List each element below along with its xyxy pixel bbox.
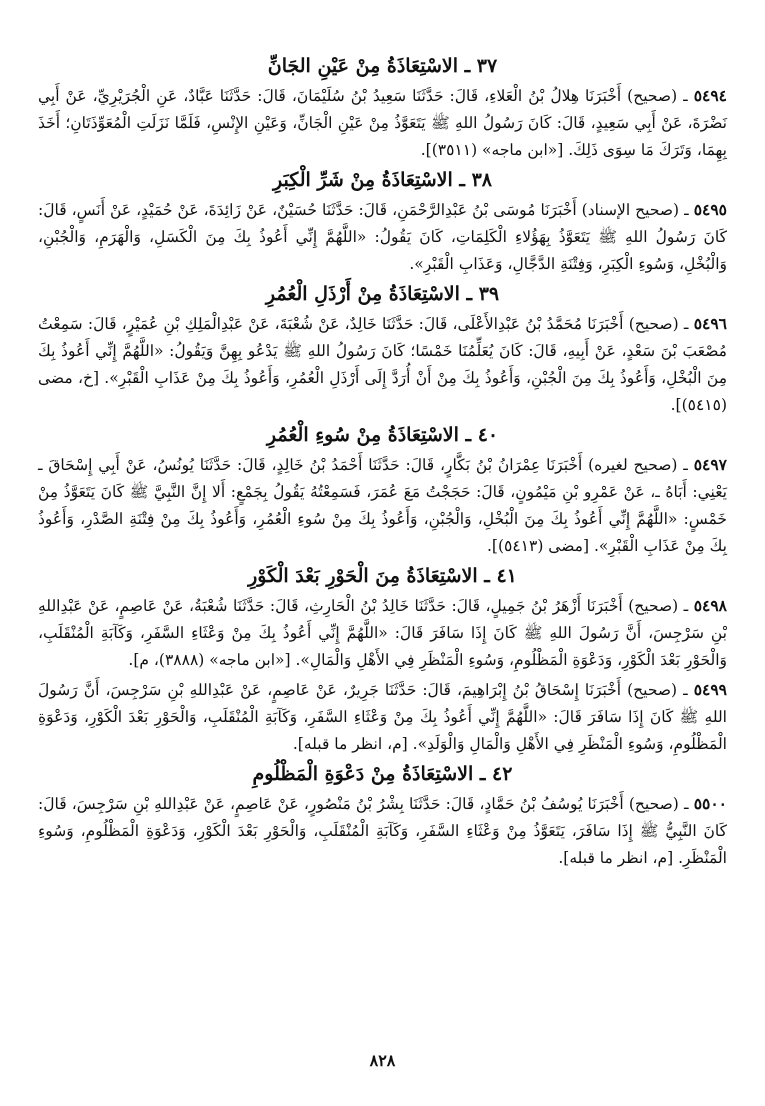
hadith-5495 [38, 196, 727, 278]
hadith-number: ٥٤٩٧ [693, 455, 727, 474]
hadith-text: ـ (صحيح) أَخْبَرَنَا هِلالُ بْنُ الْعَلاءِ، قَالَ: حَدَّثَنَا سَعِيدُ بْنُ سُلَيْمَانَ، قَالَ: حَدَّثَنَا عَبَّادٌ، عَنِ الْجُرَيْرِيِّ، عَنْ أَبِي نَضْرَةَ، عَنْ أَبِي سَعِيدٍ، قَالَ: كَانَ رَسُولُ اللهِ ﷺ يَتَعَوَّذُ مِنْ عَيْنِ الْجَانِّ، وَعَيْنِ الإِنْسِ، فَلَمَّا نَزَلَتِ الْمُعَوِّذَتَانِ؛ أَخَذَ بِهِمَا، وَتَرَكَ مَا سِوَى ذَلِكَ. [«ابن ماجه» (٣٥١١)]. [38, 87, 727, 159]
hadith-text: ـ (صحيح لغيره) أَخْبَرَنَا عِمْرَانُ بْنُ بَكَّارٍ، قَالَ: حَدَّثَنَا أَحْمَدُ بْنُ خَالِدٍ، قَالَ: حَدَّثَنَا يُونُسُ، عَنْ أَبِي إِسْحَاقَ ـ يَعْنِي: أَبَاهُ ـ، عَنْ عَمْرِو بْنِ مَيْمُونٍ، قَالَ: حَجَجْتُ مَعَ عُمَرَ، فَسَمِعْتُهُ يَقُولُ بِجَمْعٍ: أَلا إِنَّ النَّبِيَّ ﷺ كَانَ يَتَعَوَّذُ مِنْ خَمْسٍ: «اللَّهُمَّ إِنِّي أَعُوذُ بِكَ مِنَ الْبُخْلِ، وَالْجُبْنِ، وَأَعُوذُ بِكَ مِنْ سُوءِ الْعُمُرِ، وَأَعُوذُ بِكَ مِنْ فِتْنَةِ الصَّدْرِ، وَأَعُوذُ بِكَ مِنْ عَذَابِ الْقَبْرِ». [مضى (٥٤١٣)]. [38, 456, 727, 555]
hadith-number: ٥٤٩٦ [693, 314, 727, 333]
hadith-number: ٥٤٩٤ [693, 86, 727, 105]
section-heading-38: ٣٨ ـ الاسْتِعَاذَةُ مِنْ شَرِّ الْكِبَرِ [272, 169, 493, 191]
hadith-5499 [38, 676, 727, 758]
hadith-text: ـ (صحيح) أَخْبَرَنَا إِسْحَاقُ بْنُ إِبْرَاهِيمَ، قَالَ: حَدَّثَنَا جَرِيرٌ، عَنْ عَاصِمٍ، عَنْ عَبْدِاللهِ بْنِ سَرْجِسَ، أَنَّ رَسُولَ اللهِ ﷺ كَانَ إِذَا سَافَرَ قَالَ: «اللَّهُمَّ إِنِّي أَعُوذُ بِكَ مِنْ وَعْثَاءِ السَّفَرِ، وَكَآبَةِ الْمُنْقَلَبِ، وَالْحَوْرِ بَعْدَ الْكَوْرِ، وَدَعْوَةِ الْمَظْلُومِ، وَسُوءِ الْمَنْظَرِ فِي الأَهْلِ وَالْمَالِ وَالْوَلَدِ». [م، انظر ما قبله]. [38, 681, 727, 753]
hadith-5496 [38, 310, 727, 419]
hadith-text: ـ (صحيح) أَخْبَرَنَا مُحَمَّدُ بْنُ عَبْدِالأَعْلَى، قَالَ: حَدَّثَنَا خَالِدٌ، عَنْ شُعْبَةَ، عَنْ عَبْدِالْمَلِكِ بْنِ عُمَيْرٍ، قَالَ: سَمِعْتُ مُصْعَبَ بْنَ سَعْدٍ، عَنْ أَبِيهِ، قَالَ: كَانَ يُعَلِّمُنَا خَمْسًا؛ كَانَ رَسُولُ اللهِ ﷺ يَدْعُو بِهِنَّ وَيَقُولُ: «اللَّهُمَّ إِنِّي أَعُوذُ بِكَ مِنَ الْبُخْلِ، وَأَعُوذُ بِكَ مِنَ الْجُبْنِ، وَأَعُوذُ بِكَ مِنْ أَنْ أُرَدَّ إِلَى أَرْذَلِ الْعُمُرِ، وَأَعُوذُ بِكَ مِنْ عَذَابِ الْقَبْرِ». [خ، مضى (٥٤١٥)]. [38, 315, 727, 414]
hadith-5500 [38, 790, 727, 872]
book-page [38, 52, 727, 1066]
hadith-number: ٥٤٩٨ [693, 596, 727, 615]
hadith-number: ٥٤٩٩ [693, 680, 727, 699]
hadith-5498 [38, 592, 727, 674]
section-heading-40: ٤٠ ـ الاسْتِعَاذَةُ مِنْ سُوءِ الْعُمُرِ [266, 424, 499, 446]
section-heading-39: ٣٩ ـ الاسْتِعَاذَةُ مِنْ أَرْذَلِ الْعُمُرِ [265, 283, 500, 305]
hadith-5497 [38, 451, 727, 560]
hadith-text: ـ (صحيح) أَخْبَرَنَا أَزْهَرُ بْنُ جَمِيلٍ، قَالَ: حَدَّثَنَا خَالِدُ بْنُ الْحَارِثِ، قَالَ: حَدَّثَنَا شُعْبَةُ، عَنْ عَاصِمٍ، عَنْ عَبْدِاللهِ بْنِ سَرْجِسَ، أَنَّ رَسُولَ اللهِ ﷺ كَانَ إِذَا سَافَرَ قَالَ: «اللَّهُمَّ إِنِّي أَعُوذُ بِكَ مِنْ وَعْثَاءِ السَّفَرِ، وَكَآبَةِ الْمُنْقَلَبِ، وَالْحَوْرِ بَعْدَ الْكَوْرِ، وَدَعْوَةِ الْمَظْلُومِ، وَسُوءِ الْمَنْظَرِ فِي الأَهْلِ وَالْمَالِ». [«ابن ماجه» (٣٨٨٨)، م]. [38, 597, 727, 669]
hadith-text: ـ (صحيح) أَخْبَرَنَا يُوسُفُ بْنُ حَمَّادٍ، قَالَ: حَدَّثَنَا بِشْرُ بْنُ مَنْصُورٍ، عَنْ عَاصِمٍ، عَنْ عَبْدِاللهِ بْنِ سَرْجِسَ، قَالَ: كَانَ النَّبِيُّ ﷺ إِذَا سَافَرَ، يَتَعَوَّذُ مِنْ وَعْثَاءِ السَّفَرِ، وَكَآبَةِ الْمُنْقَلَبِ، وَالْحَوْرِ بَعْدَ الْكَوْرِ، وَدَعْوَةِ الْمَظْلُومِ، وَسُوءِ الْمَنْظَرِ. [م، انظر ما قبله]. [38, 795, 727, 867]
page-number: ٨٢٨ [369, 1051, 396, 1070]
section-heading-41: ٤١ ـ الاسْتِعَاذَةُ مِنَ الْحَوْرِ بَعْدَ الْكَوْرِ [248, 565, 517, 587]
section-heading-42: ٤٢ ـ الاسْتِعَاذَةُ مِنْ دَعْوَةِ الْمَظْلُومِ [252, 763, 513, 785]
hadith-text: ـ (صحيح الإسناد) أَخْبَرَنَا مُوسَى بْنُ عَبْدِالرَّحْمَنِ، قَالَ: حَدَّثَنَا حُسَيْنٌ، عَنْ زَائِدَةَ، عَنْ حُمَيْدٍ، عَنْ أَنَسٍ، قَالَ: كَانَ رَسُولُ اللهِ ﷺ يَتَعَوَّذُ بِهَؤُلاءِ الْكَلِمَاتِ، كَانَ يَقُولُ: «اللَّهُمَّ إِنِّي أَعُوذُ بِكَ مِنَ الْكَسَلِ، وَالْهَرَمِ، وَالْجُبْنِ، وَالْبُخْلِ، وَسُوءِ الْكِبَرِ، وَفِتْنَةِ الدَّجَّالِ، وَعَذَابِ الْقَبْرِ». [38, 201, 727, 273]
hadith-5494 [38, 82, 727, 164]
hadith-number: ٥٤٩٥ [693, 200, 727, 219]
hadith-number: ٥٥٠٠ [693, 794, 727, 813]
section-heading-37: ٣٧ ـ الاسْتِعَاذَةُ مِنْ عَيْنِ الجَانِّ [267, 55, 498, 77]
